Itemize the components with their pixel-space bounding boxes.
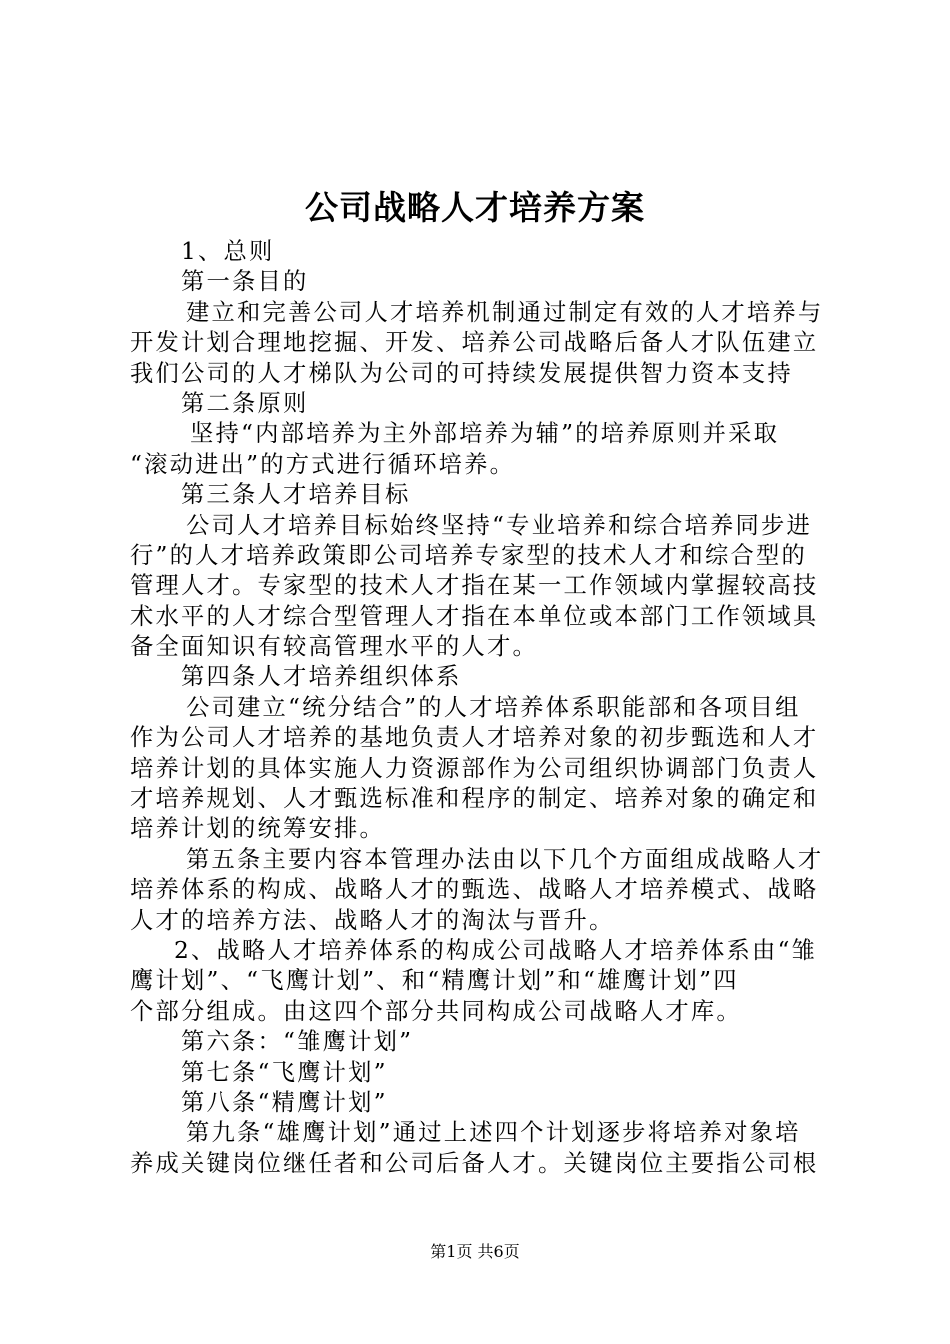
paragraph-line: 作为公司人才培养的基地负责人才培养对象的初步甄选和人才 [130,724,819,752]
article-heading: 第四条人才培养组织体系 [181,663,462,691]
paragraph-line: 第九条“雄鹰计划”通过上述四个计划逐步将培养对象培 [186,1119,801,1147]
paragraph-line: 坚持“内部培养为主外部培养为辅”的培养原则并采取 [190,420,780,448]
paragraph-line: 才培养规划、人才甄选标准和程序的制定、培养对象的确定和 [130,785,819,813]
section-heading: 1、总则 [181,238,275,265]
paragraph-line: 鹰计划”、“飞鹰计划”、和“精鹰计划”和“雄鹰计划”四 [130,967,739,995]
paragraph-line: 行”的人才培养政策即公司培养专家型的技术人才和综合型的 [130,541,808,569]
paragraph-line: 人才的培养方法、战略人才的淘汰与晋升。 [130,906,615,934]
article-heading: 第二条原则 [181,389,309,417]
paragraph-line: 第五条主要内容本管理办法由以下几个方面组成战略人才 [186,845,824,873]
article-heading: 第七条“飞鹰计划” [181,1058,388,1086]
paragraph-line: 个部分组成。由这四个部分共同构成公司战略人才库。 [130,997,742,1025]
article-heading: 第三条人才培养目标 [181,481,411,509]
paragraph-line: 培养计划的具体实施人力资源部作为公司组织协调部门负责人 [130,754,819,782]
page-number-footer: 第1页 共6页 [430,1242,520,1261]
paragraph-line: 培养体系的构成、战略人才的甄选、战略人才培养模式、战略 [130,876,819,904]
paragraph-line: 公司建立“统分结合”的人才培养体系职能部和各项目组 [186,693,801,721]
article-heading: 第一条目的 [181,268,309,296]
paragraph-line: 术水平的人才综合型管理人才指在本单位或本部门工作领域具 [130,602,819,630]
article-heading: 第八条“精鹰计划” [181,1088,388,1116]
paragraph-line: 培养计划的统筹安排。 [130,815,385,843]
paragraph-line: 公司人才培养目标始终坚持“专业培养和综合培养同步进 [186,511,813,539]
paragraph-line: “滚动进出”的方式进行循环培养。 [130,450,516,478]
section-heading: 2、战略人才培养体系的构成公司战略人才培养体系由“雏 [174,936,818,964]
document-body [130,237,830,1179]
paragraph-line: 养成关键岗位继任者和公司后备人才。关键岗位主要指公司根 [130,1149,819,1177]
paragraph-line: 开发计划合理地挖掘、开发、培养公司战略后备人才队伍建立 [130,329,819,357]
paragraph-line: 我们公司的人才梯队为公司的可持续发展提供智力资本支持 [130,359,793,387]
document-title: 公司战略人才培养方案 [305,188,645,227]
article-heading: 第六条：“雏鹰计划” [181,1028,414,1056]
paragraph-line: 建立和完善公司人才培养机制通过制定有效的人才培养与 [186,298,824,326]
paragraph-line: 备全面知识有较高管理水平的人才。 [130,633,538,661]
paragraph-line: 管理人才。专家型的技术人才指在某一工作领域内掌握较高技 [130,572,819,600]
